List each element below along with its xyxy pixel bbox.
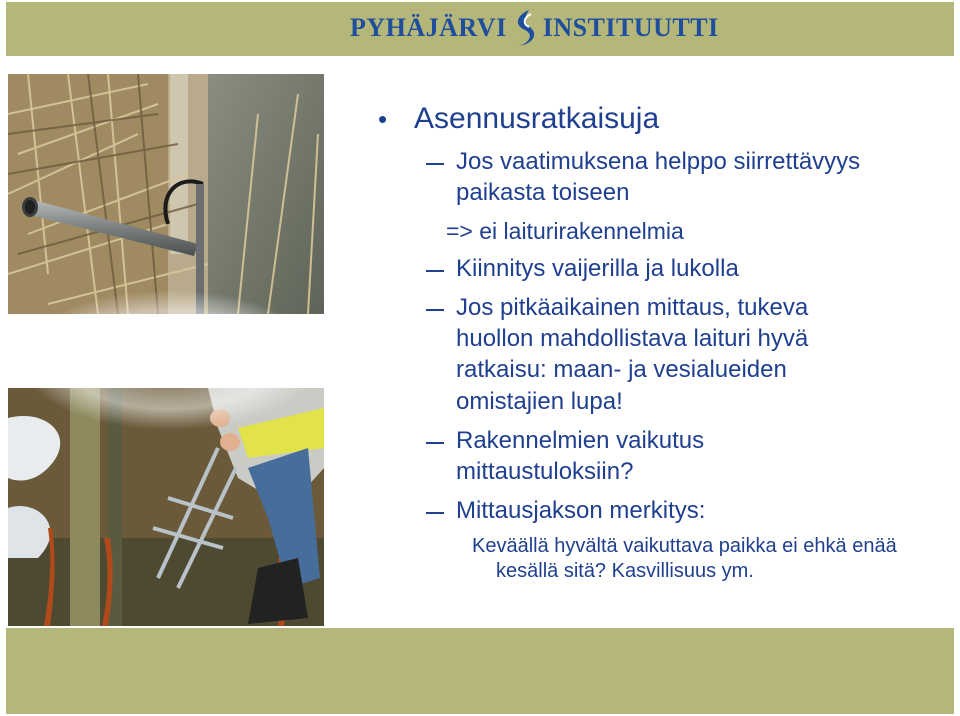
dash-icon [426, 163, 444, 165]
stream-installation-photo [8, 388, 324, 626]
item-5-line-2: mittaustuloksiin? [456, 458, 634, 485]
dash-icon [426, 270, 444, 272]
item-4-line-2: huollon mahdollistava laituri hyvä [456, 325, 809, 352]
item-2-line-1: => ei laiturirakennelmia [446, 218, 684, 244]
reeds-pipe-photo [8, 74, 324, 314]
item-7-line-1: Keväällä hyvältä vaikuttava paikka ei ehkä enää [472, 535, 897, 557]
item-4-line-4: omistajien lupa! [456, 388, 623, 415]
item-7-line-2: kesällä sitä? Kasvillisuus ym. [496, 560, 754, 582]
logo-text-right: INSTITUUTTI [542, 13, 719, 42]
logo [350, 8, 719, 48]
slide-title: Asennusratkaisuja [414, 102, 660, 135]
dash-icon [426, 442, 444, 444]
logo-text-left: PYHÄJÄRVI [350, 13, 507, 42]
item-4-line-3: ratkaisu: maan- ja vesialueiden [456, 356, 787, 383]
item-1-line-2: paikasta toiseen [456, 179, 630, 206]
dash-icon [426, 512, 444, 514]
item-3-line-1: Kiinnitys vaijerilla ja lukolla [456, 255, 739, 282]
title-bullet: • [378, 104, 388, 134]
footer-bar [6, 628, 954, 714]
item-1-line-1: Jos vaatimuksena helppo siirrettävyys [456, 148, 861, 175]
item-5-line-1: Rakennelmien vaikutus [456, 427, 705, 454]
item-4-line-1: Jos pitkäaikainen mittaus, tukeva [456, 294, 809, 321]
item-6-line-1: Mittausjakson merkitys: [456, 497, 706, 524]
logo-swirl-icon [511, 8, 539, 48]
header [0, 0, 960, 58]
dash-icon [426, 309, 444, 311]
